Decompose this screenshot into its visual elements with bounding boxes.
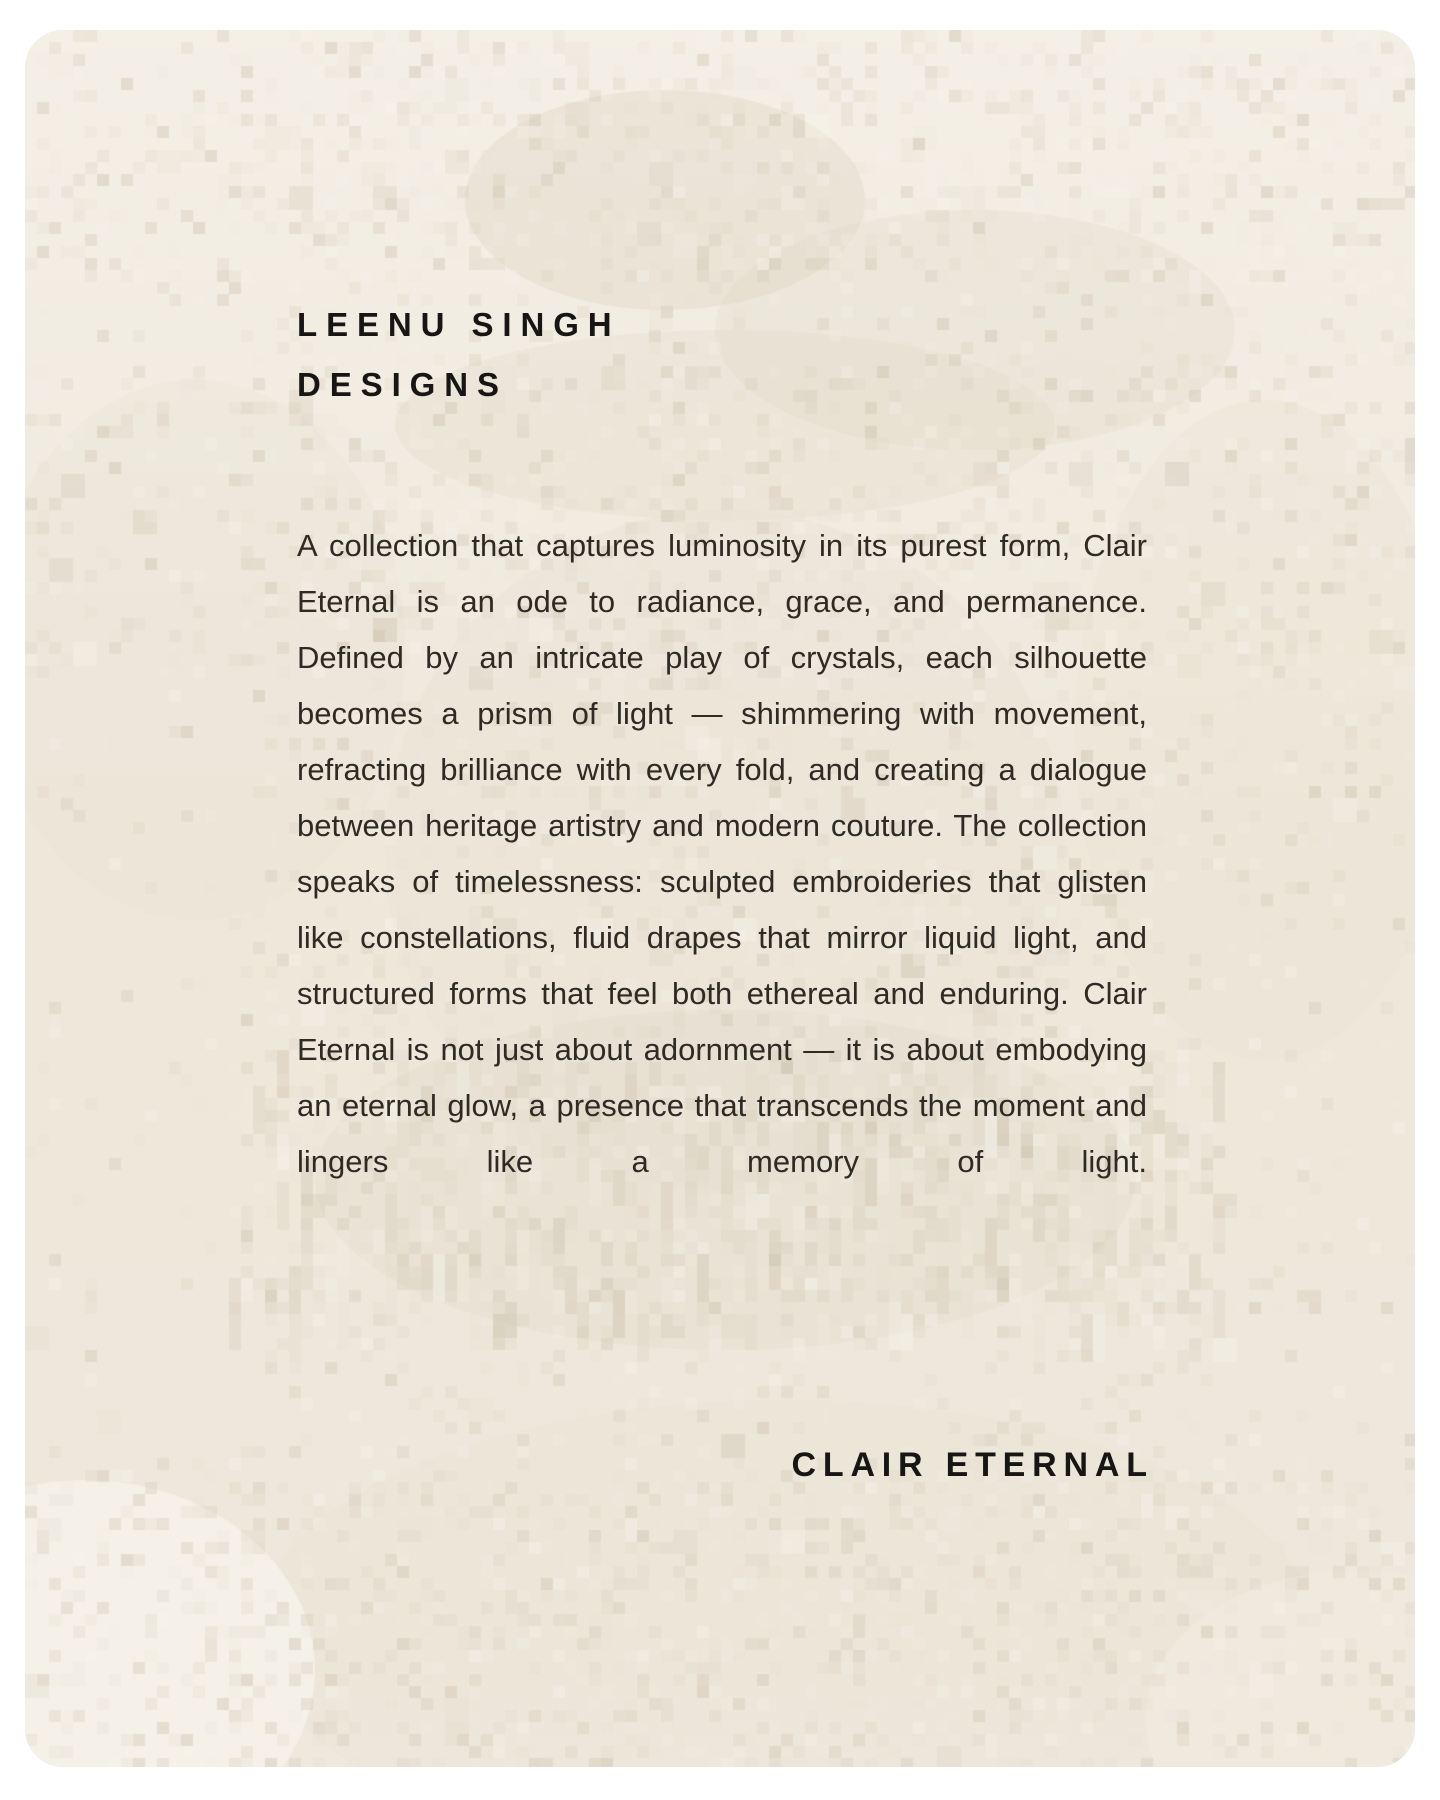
collection-description: A collection that captures luminosity in its purest form, Clair Eternal is an ode to radiance, grace, and permanence. Defined by an intricate play of crystals, each silhouette becomes a prism of light — shimmering with movement, refracting brilliance with every fold, and creating a dialogue between heritage artistry and modern couture. The collection speaks of timelessness: sculpted embroideries that glisten like constellations, fluid drapes that mirror liquid light, and structured forms that feel both ethereal and enduring. Clair Eternal is not just about adornment — it is about embodying an eternal glow, a presence that transcends the moment and lingers like a memory of light. — [297, 528, 1147, 1179]
brand-name-line1: LEENU SINGH — [297, 306, 621, 343]
brand-name — [297, 295, 621, 415]
collection-title: CLAIR ETERNAL — [791, 1446, 1154, 1484]
brand-name-line2: DESIGNS — [297, 366, 508, 403]
brochure-card — [25, 30, 1415, 1767]
